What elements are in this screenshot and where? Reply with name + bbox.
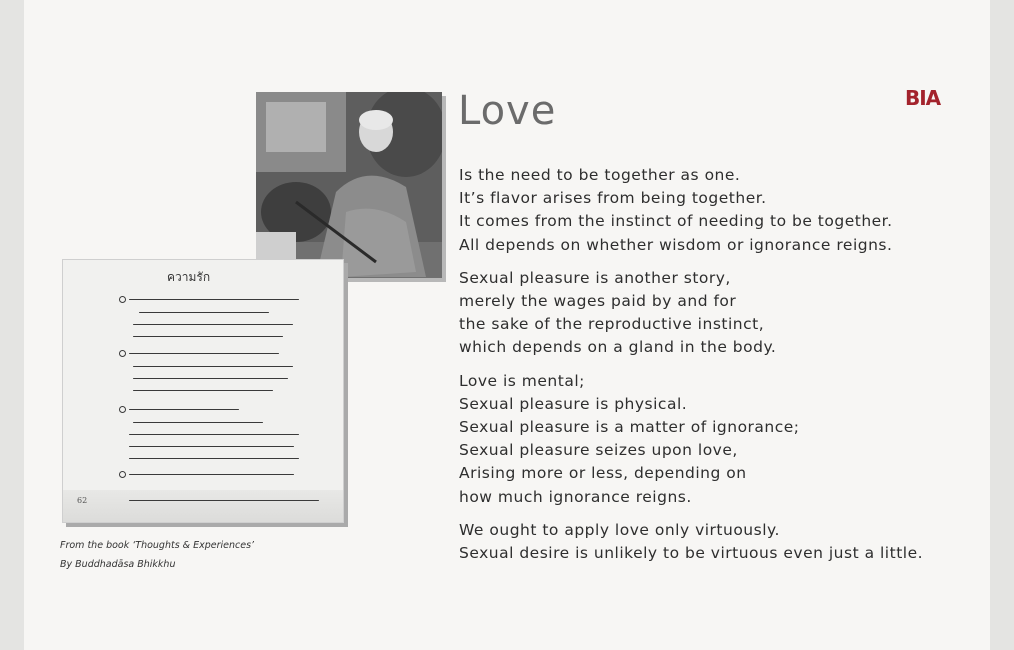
poem-line: which depends on a gland in the body. (459, 338, 777, 357)
bullet-icon (119, 471, 126, 478)
bia-logo: BIA (905, 86, 941, 110)
caption-line-1: From the book ‘Thoughts & Experiences’ (60, 540, 255, 551)
poem-line: Sexual pleasure seizes upon love, (459, 441, 738, 460)
poem-line: the sake of the reproductive instinct, (459, 315, 765, 334)
script-line (129, 409, 239, 410)
script-line (129, 434, 299, 435)
stanza-1 (459, 164, 979, 257)
stanza-3 (459, 370, 979, 509)
poem-line: Is the need to be together as one. (459, 166, 741, 184)
script-line (129, 299, 299, 300)
poem-line: Arising more or less, depending on (459, 464, 747, 483)
book-page-heading: ความรัก (167, 270, 211, 284)
poem-line: Sexual pleasure is another story, (459, 268, 731, 287)
poem-line: Sexual pleasure is a matter of ignorance; (459, 418, 800, 437)
page-title: Love (458, 88, 557, 134)
script-line (133, 422, 263, 423)
poem-line: merely the wages paid by and for (459, 292, 737, 311)
poem-line: how much ignorance reigns. (459, 487, 692, 506)
poem (459, 164, 979, 575)
poem-line: Sexual desire is unlikely to be virtuous even just a little. (459, 544, 924, 563)
script-line (133, 366, 293, 367)
script-line (129, 353, 279, 354)
script-line (129, 458, 299, 459)
script-line (133, 336, 283, 337)
stanza-4 (459, 519, 979, 565)
page-bottom-strip (63, 490, 343, 522)
poem-line: Love is mental; (459, 371, 585, 390)
book-page-photo (62, 259, 344, 523)
poem-line: Sexual pleasure is physical. (459, 394, 688, 413)
poem-line: It comes from the instinct of needing to be together. (459, 212, 893, 231)
bullet-icon (119, 406, 126, 413)
poem-line: We ought to apply love only virtuously. (459, 520, 780, 539)
script-line (139, 312, 269, 313)
script-line (129, 474, 294, 475)
monk-photo (256, 92, 442, 278)
script-line (129, 446, 294, 447)
book-page-number: 62 (77, 496, 88, 505)
bullet-icon (119, 350, 126, 357)
script-line (133, 378, 288, 379)
caption-line-2: By Buddhadāsa Bhikkhu (60, 559, 176, 570)
poem-line: It’s flavor arises from being together. (459, 189, 767, 208)
poem-line: All depends on whether wisdom or ignorance reigns. (459, 235, 893, 254)
page (24, 0, 990, 650)
caption (60, 536, 254, 574)
script-line (133, 324, 293, 325)
bullet-icon (119, 296, 126, 303)
stanza-2 (459, 267, 979, 360)
script-line (133, 390, 273, 391)
